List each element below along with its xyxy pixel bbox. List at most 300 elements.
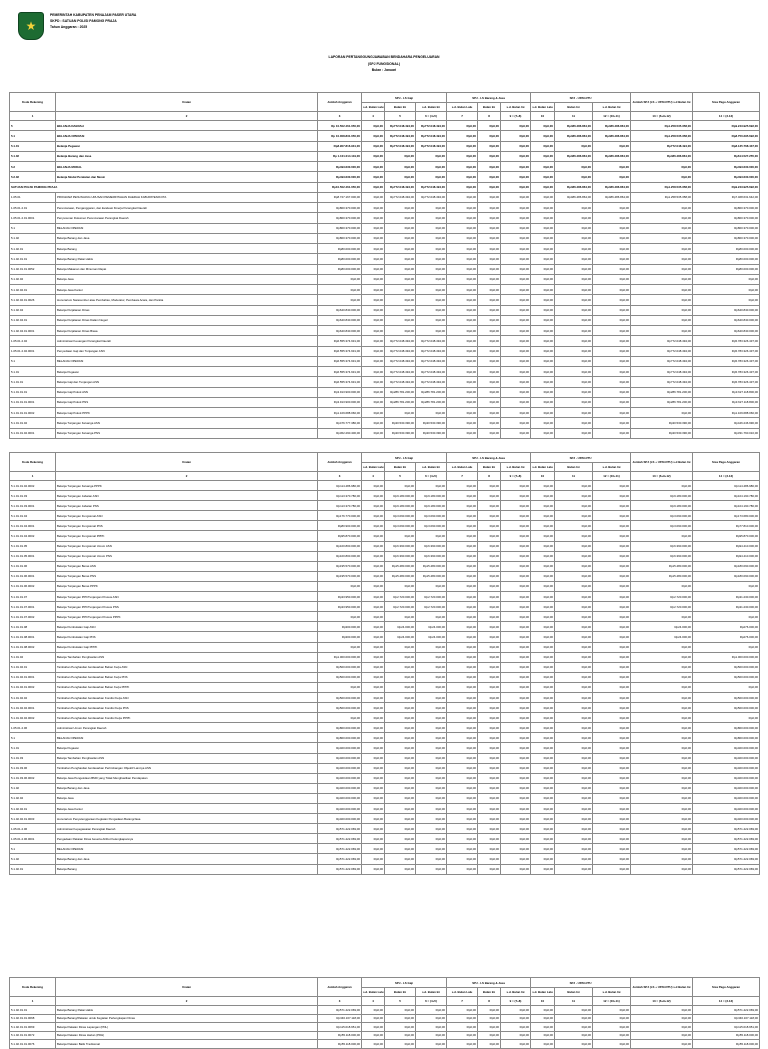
account-description: Belanja Tunjangan Beras ASN xyxy=(56,561,318,571)
header-row xyxy=(10,453,760,463)
column-index: 10 xyxy=(531,472,555,481)
amount-cell: Rp800.000.000,00 xyxy=(693,733,760,743)
amount-cell: Rp0,00 xyxy=(555,254,593,264)
amount-cell: Rp2.720.000,00 xyxy=(416,592,447,602)
amount-cell: Rp55.118.000,00 xyxy=(318,1031,362,1040)
amount-cell: Rp0,00 xyxy=(385,244,416,254)
amount-cell: Rp0,00 xyxy=(447,305,478,315)
column-index-row xyxy=(10,472,760,481)
amount-cell: Rp3.627.118.800,00 xyxy=(693,397,760,407)
table-row xyxy=(10,1014,760,1023)
amount-cell: Rp0,00 xyxy=(531,377,555,387)
amount-cell: Rp0,00 xyxy=(447,121,478,131)
amount-cell: Rp0,00 xyxy=(631,203,693,213)
amount-cell: Rp0,00 xyxy=(555,642,593,652)
amount-cell: Rp0,00 xyxy=(531,864,555,874)
table-row xyxy=(10,763,760,773)
amount-cell: Rp0,00 xyxy=(362,182,385,192)
column-index: 8 xyxy=(478,112,501,121)
amount-cell: Rp0,00 xyxy=(478,592,501,602)
amount-cell: Rp0,00 xyxy=(593,203,631,213)
amount-cell: Rp0,00 xyxy=(416,481,447,491)
amount-cell: Rp0,00 xyxy=(478,662,501,672)
amount-cell: Rp0,00 xyxy=(447,642,478,652)
amount-cell: Rp0,00 xyxy=(555,561,593,571)
amount-cell: Rp0,00 xyxy=(501,612,531,622)
amount-cell: Rp0,00 xyxy=(593,305,631,315)
amount-cell: Rp0,00 xyxy=(385,1031,416,1040)
account-description: Belanja Tunjangan Fungsional PPPK xyxy=(56,531,318,541)
amount-cell: Rp0,00 xyxy=(593,733,631,743)
account-code: 1.05.01.2.06 xyxy=(10,723,56,733)
amount-cell: Rp0,00 xyxy=(593,541,631,551)
amount-cell: Rp500.000.000,00 xyxy=(693,662,760,672)
amount-cell: Rp0,00 xyxy=(555,356,593,366)
amount-cell: Rp0,00 xyxy=(362,662,385,672)
account-code: 5.1.02.01 xyxy=(10,864,56,874)
amount-cell: Rp0,00 xyxy=(447,783,478,793)
table-row xyxy=(10,491,760,501)
amount-cell: Rp0,00 xyxy=(593,264,631,274)
amount-cell: Rp0,00 xyxy=(416,834,447,844)
amount-cell: Rp0,00 xyxy=(555,723,593,733)
account-code: 5.1 xyxy=(10,844,56,854)
amount-cell: Rp0,00 xyxy=(385,1023,416,1032)
amount-cell: Rp300.000,00 xyxy=(318,622,362,632)
amount-cell: Rp300.000,00 xyxy=(318,632,362,642)
account-code: 5.1.01.01.02 xyxy=(10,418,56,428)
amount-cell: Rp0,00 xyxy=(318,274,362,284)
page-1 xyxy=(9,92,759,439)
account-code: 5.1.01.01.08 xyxy=(10,622,56,632)
amount-cell: Rp0,00 xyxy=(555,844,593,854)
amount-cell: Rp3.090.000,00 xyxy=(631,521,693,531)
amount-cell: Rp571.422.069,00 xyxy=(318,1006,362,1015)
table-row xyxy=(10,632,760,642)
table-row xyxy=(10,612,760,622)
amount-cell: Rp0,00 xyxy=(478,713,501,723)
account-description: Administrasi Umum Perangkat Daerah xyxy=(56,723,318,733)
amount-cell: Rp640.840.000,00 xyxy=(318,315,362,325)
amount-cell: Rp486.486.864,00 xyxy=(593,131,631,141)
account-code: 5.1 xyxy=(10,356,56,366)
amount-cell: Rp0,00 xyxy=(416,274,447,284)
amount-cell: Rp0,00 xyxy=(416,172,447,182)
amount-cell: Rp0,00 xyxy=(501,274,531,284)
spj-table-page-3 xyxy=(9,977,760,1049)
amount-cell: Rp0,00 xyxy=(447,203,478,213)
amount-cell: Rp9.180.000,00 xyxy=(385,491,416,501)
amount-cell: Rp0,00 xyxy=(362,1040,385,1049)
amount-cell: Rp0,00 xyxy=(385,814,416,824)
amount-cell: Rp0,00 xyxy=(501,408,531,418)
header-spj-ls-barang-jasa: SPJ - LS Barang & Jasa xyxy=(447,453,531,463)
column-index: 5 xyxy=(385,112,416,121)
amount-cell: Rp400.000.000,00 xyxy=(693,793,760,803)
amount-cell: Rp0,00 xyxy=(318,612,362,622)
amount-cell: Rp0,00 xyxy=(593,285,631,295)
page-2 xyxy=(9,452,759,875)
amount-cell: Rp0,00 xyxy=(501,602,531,612)
amount-cell: Rp772.048.494,00 xyxy=(385,141,416,151)
amount-cell: Rp0,00 xyxy=(593,1040,631,1049)
amount-cell: Rp486.486.864,00 xyxy=(593,121,631,131)
amount-cell: Rp286.781.200,00 xyxy=(416,387,447,397)
amount-cell: Rp0,00 xyxy=(362,612,385,622)
table-row xyxy=(10,203,760,213)
amount-cell: Rp0,00 xyxy=(593,387,631,397)
column-index: 6 = (4+5) xyxy=(416,997,447,1006)
amount-cell: Rp0,00 xyxy=(478,632,501,642)
amount-cell: Rp0,00 xyxy=(362,733,385,743)
amount-cell: Rp0,00 xyxy=(362,723,385,733)
amount-cell: Rp0,00 xyxy=(447,1014,478,1023)
account-code: 5.1.01.01.04.0002 xyxy=(10,531,56,541)
amount-cell: Rp6.390.000,00 xyxy=(631,541,693,551)
account-code: 5.1.02.04.01.0001 xyxy=(10,326,56,336)
amount-cell: Rp0,00 xyxy=(531,1014,555,1023)
amount-cell: Rp55.118.000,00 xyxy=(318,1040,362,1049)
amount-cell: Rp0,00 xyxy=(318,285,362,295)
amount-cell: Rp0,00 xyxy=(593,642,631,652)
table-row xyxy=(10,356,760,366)
header-kode-rekening: Kode Rekening xyxy=(10,453,56,472)
amount-cell: Rp0,00 xyxy=(447,844,478,854)
amount-cell: Rp0,00 xyxy=(362,804,385,814)
amount-cell: Rp0,00 xyxy=(478,844,501,854)
amount-cell: Rp0,00 xyxy=(362,295,385,305)
amount-cell: Rp0,00 xyxy=(385,804,416,814)
amount-cell: Rp113.370.780,00 xyxy=(318,501,362,511)
subheader-sd-ini: s.d. Bulan Ini xyxy=(416,988,447,997)
table-row xyxy=(10,244,760,254)
amount-cell: Rp8.750.295.692,00 xyxy=(693,131,760,141)
amount-cell: Rp0,00 xyxy=(362,521,385,531)
subheader-bulan-ini: Bulan Ini xyxy=(555,988,593,997)
account-code: 5.1.02.01.01.0052 xyxy=(10,264,56,274)
amount-cell: Rp77.810.000,00 xyxy=(693,521,760,531)
account-description: Honorarium Penyelenggaraan Kegiatan Pengadaan Barang/Jasa xyxy=(56,814,318,824)
amount-cell: Rp800.370.000,00 xyxy=(318,213,362,223)
table-row xyxy=(10,1031,760,1040)
amount-cell: Rp400.000.000,00 xyxy=(318,773,362,783)
account-description: BELANJA OPERASI xyxy=(56,356,318,366)
amount-cell: Rp0,00 xyxy=(362,356,385,366)
account-code: 1.05.01.2.02.0001 xyxy=(10,346,56,356)
amount-cell: Rp0,00 xyxy=(631,223,693,233)
account-code: 5.1.01.01.07.0001 xyxy=(10,602,56,612)
amount-cell: Rp0,00 xyxy=(416,1031,447,1040)
account-code: 5.1.01 xyxy=(10,367,56,377)
amount-cell: Rp0,00 xyxy=(531,733,555,743)
amount-cell: Rp0,00 xyxy=(555,305,593,315)
amount-cell: Rp95.870.000,00 xyxy=(318,531,362,541)
amount-cell: Rp0,00 xyxy=(478,753,501,763)
amount-cell: Rp0,00 xyxy=(478,1006,501,1015)
amount-cell: Rp0,00 xyxy=(501,793,531,803)
account-code: 5.1 xyxy=(10,131,56,141)
amount-cell: Rp0,00 xyxy=(447,254,478,264)
amount-cell: Rp0,00 xyxy=(447,233,478,243)
amount-cell: Rp0,00 xyxy=(531,1006,555,1015)
amount-cell: Rp115.018.951,00 xyxy=(318,1023,362,1032)
amount-cell: Rp0,00 xyxy=(501,672,531,682)
amount-cell: Rp24.000,00 xyxy=(631,632,693,642)
amount-cell: Rp0,00 xyxy=(416,203,447,213)
amount-cell: Rp0,00 xyxy=(593,602,631,612)
amount-cell: Rp500.000.000,00 xyxy=(318,703,362,713)
account-code: 5.1.01.01.05 xyxy=(10,541,56,551)
amount-cell: Rp0,00 xyxy=(362,274,385,284)
account-code: 5.1.01.01.08.0001 xyxy=(10,632,56,642)
amount-cell: Rp0,00 xyxy=(693,581,760,591)
amount-cell: Rp0,00 xyxy=(447,793,478,803)
column-index: 14 = (3-13) xyxy=(693,112,760,121)
amount-cell: Rp0,00 xyxy=(593,223,631,233)
amount-cell: Rp2.720.000,00 xyxy=(416,602,447,612)
amount-cell: Rp0,00 xyxy=(416,162,447,172)
header-spj-ls-gaji: SPJ - LS Gaji xyxy=(362,978,447,988)
account-description: Belanja Perjalanan Dinas Biasa xyxy=(56,326,318,336)
account-code: 5.1.02.02 xyxy=(10,274,56,284)
amount-cell: Rp6.555.374.931,00 xyxy=(318,356,362,366)
subheader-bulan-ini: Bulan Ini xyxy=(555,103,593,112)
amount-cell: Rp0,00 xyxy=(385,1014,416,1023)
amount-cell: Rp400.000.000,00 xyxy=(318,763,362,773)
account-description: Belanja Tunjangan Fungsional ASN xyxy=(56,511,318,521)
amount-cell: Rp2.720.000,00 xyxy=(385,592,416,602)
amount-cell: Rp0,00 xyxy=(385,682,416,692)
amount-cell: Rp0,00 xyxy=(531,551,555,561)
amount-cell: Rp0,00 xyxy=(385,233,416,243)
amount-cell: Rp0,00 xyxy=(478,172,501,182)
amount-cell: Rp55.118.000,00 xyxy=(693,1031,760,1040)
amount-cell: Rp0,00 xyxy=(631,773,693,783)
amount-cell: Rp0,00 xyxy=(531,408,555,418)
amount-cell: Rp0,00 xyxy=(531,233,555,243)
amount-cell: Rp0,00 xyxy=(362,285,385,295)
amount-cell: Rp0,00 xyxy=(416,1040,447,1049)
table-row xyxy=(10,743,760,753)
account-description: Belanja Gaji dan Tunjangan ASN xyxy=(56,377,318,387)
table-row xyxy=(10,387,760,397)
amount-cell: Rp486.486.864,00 xyxy=(555,121,593,131)
table-row xyxy=(10,581,760,591)
account-description: Belanja Barang Pakai Habis xyxy=(56,254,318,264)
amount-cell: Rp0,00 xyxy=(531,491,555,501)
column-index: 7 xyxy=(447,997,478,1006)
account-code: 5.1.01.01 xyxy=(10,377,56,387)
header-jumlah-spj: Jumlah SPJ (LS + UP/GU/TU) s.d Bulan Ini xyxy=(631,978,693,997)
table-row xyxy=(10,418,760,428)
amount-cell: Rp0,00 xyxy=(362,703,385,713)
amount-cell: Rp571.422.069,00 xyxy=(693,864,760,874)
amount-cell: Rp0,00 xyxy=(362,1014,385,1023)
amount-cell: Rp0,00 xyxy=(631,162,693,172)
amount-cell: Rp100.800.000,00 xyxy=(318,541,362,551)
amount-cell: Rp0,00 xyxy=(447,367,478,377)
table-row xyxy=(10,151,760,161)
amount-cell: Rp571.422.069,00 xyxy=(318,844,362,854)
amount-cell: Rp0,00 xyxy=(447,763,478,773)
account-description: Belanja Barang Pakai Habis xyxy=(56,1006,318,1015)
amount-cell: Rp0,00 xyxy=(501,551,531,561)
amount-cell: Rp0,00 xyxy=(362,305,385,315)
amount-cell: Rp0,00 xyxy=(478,346,501,356)
amount-cell: Rp8.907.816.931,00 xyxy=(318,141,362,151)
amount-cell: Rp0,00 xyxy=(631,783,693,793)
amount-cell: Rp0,00 xyxy=(531,367,555,377)
amount-cell: Rp0,00 xyxy=(501,346,531,356)
amount-cell: Rp640.840.000,00 xyxy=(318,305,362,315)
amount-cell: Rp0,00 xyxy=(593,141,631,151)
amount-cell: Rp0,00 xyxy=(416,824,447,834)
amount-cell: Rp0,00 xyxy=(555,491,593,501)
amount-cell: Rp0,00 xyxy=(447,521,478,531)
amount-cell: Rp0,00 xyxy=(362,367,385,377)
account-code: 5.1.02.02.01.0003 xyxy=(10,814,56,824)
amount-cell: Rp0,00 xyxy=(555,652,593,662)
amount-cell: Rp0,00 xyxy=(531,1031,555,1040)
account-code: 5.1.02.02.01 xyxy=(10,285,56,295)
amount-cell: Rp24.000,00 xyxy=(631,622,693,632)
amount-cell: Rp772.048.494,00 xyxy=(416,377,447,387)
amount-cell: Rp0,00 xyxy=(593,481,631,491)
amount-cell: Rp0,00 xyxy=(531,387,555,397)
account-code: 5.1.01.01.06 xyxy=(10,561,56,571)
amount-cell: Rp24.000,00 xyxy=(416,632,447,642)
amount-cell: Rp0,00 xyxy=(447,1023,478,1032)
amount-cell: Rp0,00 xyxy=(416,773,447,783)
header-spj-ls-gaji: SPJ - LS Gaji xyxy=(362,93,447,103)
amount-cell: Rp0,00 xyxy=(447,397,478,407)
account-description: Tambahan Penghasilan berdasarkan Kondisi Kerja ASN xyxy=(56,692,318,702)
amount-cell: Rp0,00 xyxy=(555,285,593,295)
amount-cell: Rp0,00 xyxy=(385,753,416,763)
amount-cell: Rp0,00 xyxy=(555,521,593,531)
table-row xyxy=(10,753,760,763)
amount-cell: Rp0,00 xyxy=(447,612,478,622)
amount-cell: Rp30.530.390,00 xyxy=(385,418,416,428)
amount-cell: Rp0,00 xyxy=(416,682,447,692)
amount-cell: Rp286.781.200,00 xyxy=(416,397,447,407)
amount-cell: Rp0,00 xyxy=(531,264,555,274)
amount-cell: Rp0,00 xyxy=(693,612,760,622)
page-3 xyxy=(9,977,759,1049)
amount-cell: Rp0,00 xyxy=(631,254,693,264)
amount-cell: Rp772.048.494,00 xyxy=(416,367,447,377)
amount-cell: Rp0,00 xyxy=(362,834,385,844)
amount-cell: Rp0,00 xyxy=(593,418,631,428)
column-index: 9 = (7+8) xyxy=(501,112,531,121)
amount-cell: Rp0,00 xyxy=(416,723,447,733)
amount-cell: Rp0,00 xyxy=(447,662,478,672)
amount-cell: Rp31.230.000,00 xyxy=(693,592,760,602)
amount-cell: Rp0,00 xyxy=(501,162,531,172)
account-code: 5.1.02 xyxy=(10,854,56,864)
amount-cell: Rp772.048.494,00 xyxy=(631,336,693,346)
amount-cell: Rp0,00 xyxy=(362,571,385,581)
amount-cell: Rp0,00 xyxy=(447,377,478,387)
account-description: BELANJA OPERASI xyxy=(56,131,318,141)
amount-cell: Rp772.048.494,00 xyxy=(416,192,447,202)
amount-cell: Rp800.000.000,00 xyxy=(318,723,362,733)
amount-cell: Rp0,00 xyxy=(478,793,501,803)
amount-cell: Rp640.840.000,00 xyxy=(693,315,760,325)
amount-cell: Rp0,00 xyxy=(447,151,478,161)
account-code: 5.1.01.01.01.0002 xyxy=(10,408,56,418)
amount-cell: Rp0,00 xyxy=(385,172,416,182)
amount-cell: Rp0,00 xyxy=(555,367,593,377)
amount-cell: Rp3.090.000,00 xyxy=(416,511,447,521)
amount-cell: Rp0,00 xyxy=(531,336,555,346)
amount-cell: Rp0,00 xyxy=(631,642,693,652)
table-row xyxy=(10,213,760,223)
amount-cell: Rp0,00 xyxy=(362,162,385,172)
amount-cell: Rp0,00 xyxy=(447,408,478,418)
amount-cell: Rp0,00 xyxy=(501,213,531,223)
amount-cell: Rp772.048.494,00 xyxy=(416,182,447,192)
amount-cell: Rp0,00 xyxy=(593,367,631,377)
amount-cell: Rp0,00 xyxy=(478,733,501,743)
amount-cell: Rp0,00 xyxy=(501,305,531,315)
account-description: Belanja Perjalanan Dinas xyxy=(56,305,318,315)
amount-cell: Rp6.555.374.931,00 xyxy=(318,336,362,346)
amount-cell: Rp0,00 xyxy=(447,213,478,223)
account-code: 5 xyxy=(10,121,56,131)
amount-cell: Rp33.950.000,00 xyxy=(318,602,362,612)
amount-cell: Rp0,00 xyxy=(593,408,631,418)
amount-cell: Rp0,00 xyxy=(501,581,531,591)
account-code: 1.05.01.2.02 xyxy=(10,336,56,346)
amount-cell: Rp0,00 xyxy=(531,418,555,428)
amount-cell: Rp0,00 xyxy=(416,223,447,233)
amount-cell: Rp0,00 xyxy=(593,612,631,622)
amount-cell: Rp0,00 xyxy=(416,783,447,793)
amount-cell: Rp0,00 xyxy=(501,295,531,305)
amount-cell: Rp15.480.000,00 xyxy=(416,571,447,581)
amount-cell: Rp0,00 xyxy=(385,672,416,682)
amount-cell: Rp80.000.000,00 xyxy=(318,264,362,274)
amount-cell: Rp30.530.390,00 xyxy=(631,428,693,438)
amount-cell: Rp0,00 xyxy=(593,723,631,733)
account-description: Pengadaan Pakaian Dinas beserta Atribut Kelengkapannya xyxy=(56,834,318,844)
amount-cell: Rp0,00 xyxy=(385,844,416,854)
amount-cell: Rp486.486.864,00 xyxy=(555,192,593,202)
amount-cell: Rp0,00 xyxy=(478,213,501,223)
column-index: 4 xyxy=(362,997,385,1006)
amount-cell: Rp772.048.494,00 xyxy=(631,377,693,387)
amount-cell: Rp173.680.000,00 xyxy=(693,511,760,521)
amount-cell: Rp0,00 xyxy=(478,315,501,325)
amount-cell: Rp9.180.000,00 xyxy=(416,501,447,511)
amount-cell: Rp0,00 xyxy=(555,233,593,243)
report-title-line2: (SPJ FUNGSIONAL) xyxy=(367,61,401,66)
amount-cell: Rp400.000.000,00 xyxy=(318,743,362,753)
table-row xyxy=(10,428,760,438)
table-row xyxy=(10,814,760,824)
amount-cell: Rp0,00 xyxy=(531,592,555,602)
table-row xyxy=(10,592,760,602)
amount-cell: Rp30.530.390,00 xyxy=(416,428,447,438)
amount-cell: Rp15.480.000,00 xyxy=(385,571,416,581)
amount-cell: Rp0,00 xyxy=(531,521,555,531)
amount-cell: Rp0,00 xyxy=(362,408,385,418)
account-code: 5.1.01.02.02.0002 xyxy=(10,713,56,723)
amount-cell: Rp0,00 xyxy=(555,692,593,702)
amount-cell: Rp0,00 xyxy=(593,713,631,723)
amount-cell: Rp1.258.535.358,00 xyxy=(631,182,693,192)
